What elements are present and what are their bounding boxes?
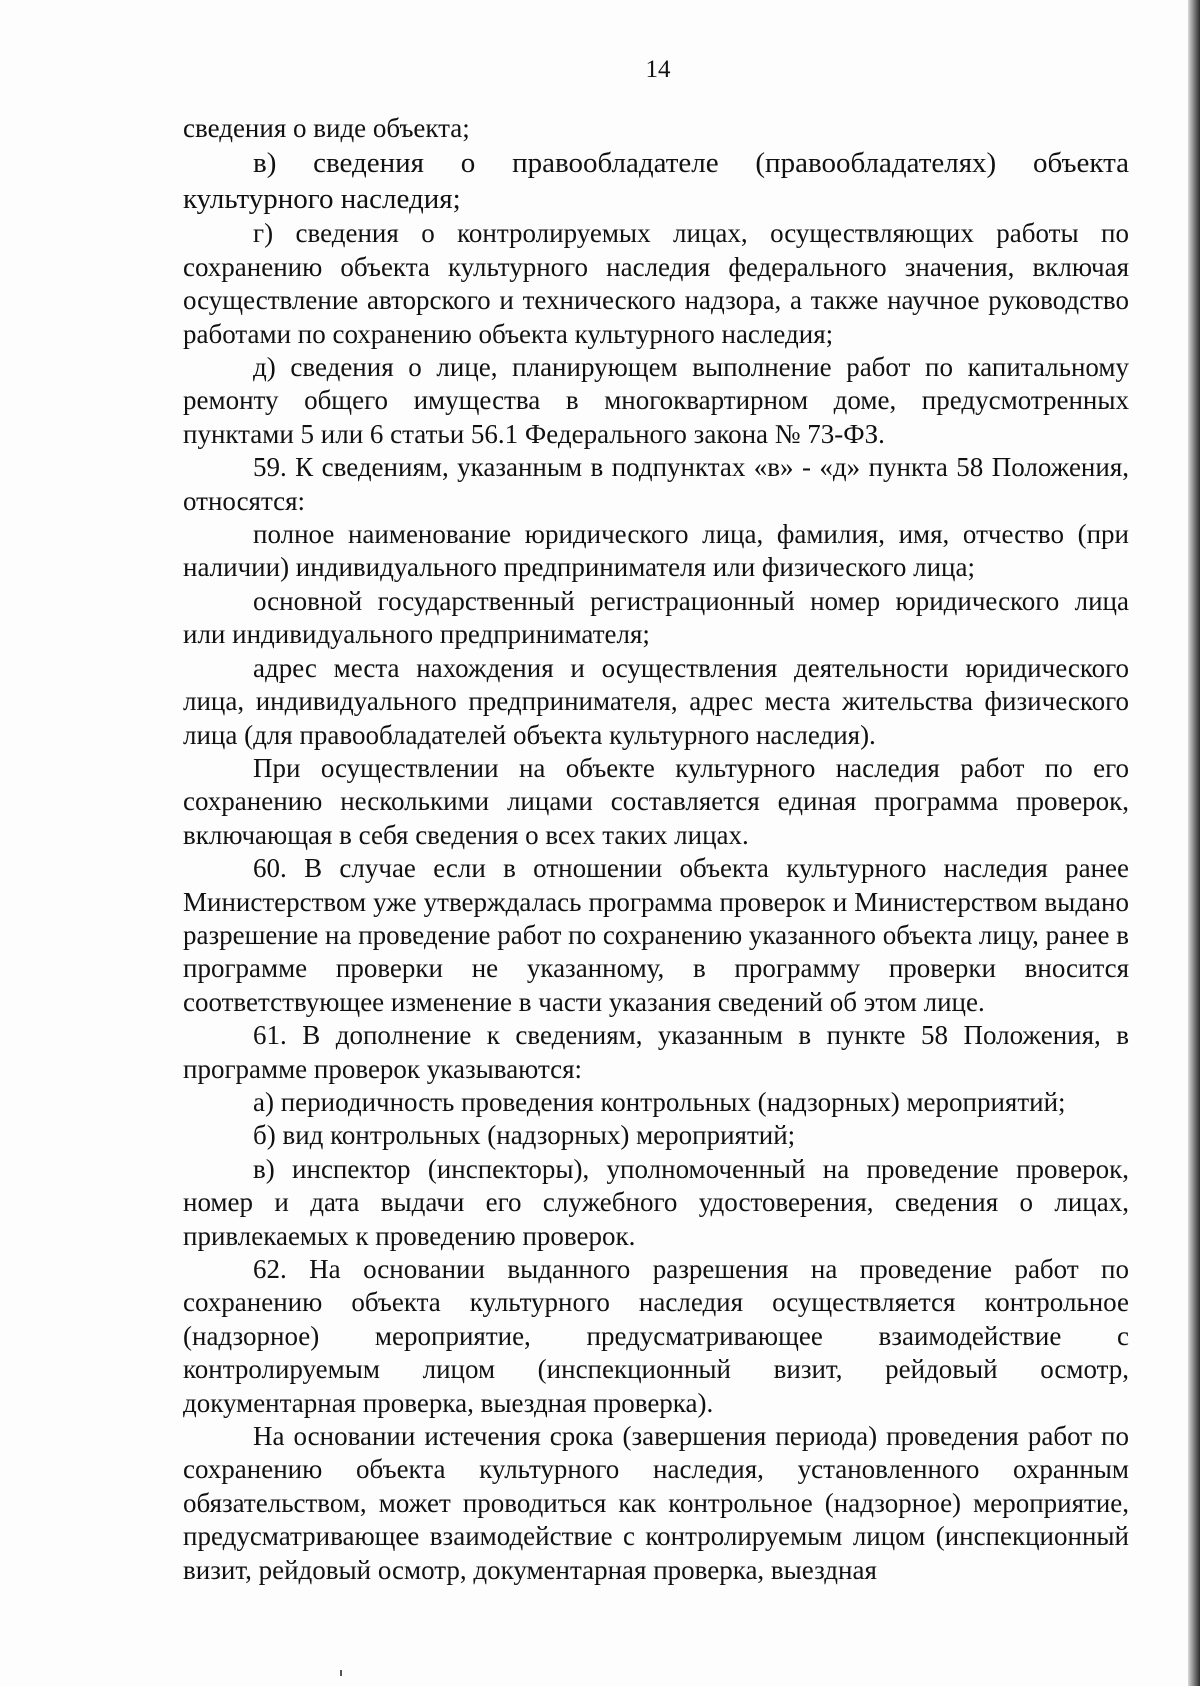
paragraph: в) инспектор (инспекторы), уполномоченный на проведение проверок, номер и дата выдачи его служебного удостоверения, сведения о лицах, привлекаемых к проведению проверок. [183, 1153, 1129, 1251]
page-number: 14 [645, 56, 671, 83]
paragraph: 60. В случае если в отношении объекта культурного наследия ранее Министерством уже утверждалась программа проверок и Министерством выдано разрешение на проведение работ по сохранению указанного объекта лицу, ранее в программе проверки не указанному, в программу проверки вносится соответствующее изменение в части указания сведений об этом лице. [183, 853, 1130, 1017]
paragraph: адрес места нахождения и осуществления деятельности юридического лица, индивидуального предпринимателя, адрес места жительства физического лица (для правообладателей объекта культурного наследия). [183, 652, 1129, 750]
paragraph: д) сведения о лице, планирующем выполнение работ по капитальному ремонту общего имущества в многоквартирном доме, предусмотренных пунктами 5 или 6 статьи 56.1 Федерального закона № 73-ФЗ. [183, 352, 1129, 449]
paragraph: На основании истечения срока (завершения периода) проведения работ по сохранению объекта культурного наследия, установленного охранным обязательством, может проводиться как контрольное (надзорное) мероприятие, предусматривающее взаимодействие с контролируемым лицом (инспекционный визит, рейдовый осмотр, документарная проверка, выездная [183, 1421, 1129, 1585]
paragraph: г) сведения о контролируемых лицах, осуществляющих работы по сохранению объекта культурного наследия федерального значения, включая осуществление авторского и технического надзора, а также научное руководство работами по сохранению объекта культурного наследия; [183, 218, 1129, 349]
paragraph: а) периодичность проведения контрольных (надзорных) мероприятий; [253, 1086, 1066, 1117]
paragraph: 59. К сведениям, указанным в подпунктах «в» - «д» пункта 58 Положения, относятся: [183, 452, 1129, 516]
paragraph: сведения о виде объекта; [183, 113, 470, 143]
paragraph: 62. На основании выданного разрешения на проведение работ по сохранению объекта культурного наследия осуществляется контрольное (надзорное) мероприятие, предусматривающее взаимодействие с контролируемым лицом (инспекционный визит, рейдовый осмотр, документарная проверка, выездная проверка). [183, 1254, 1129, 1418]
paragraph: полное наименование юридического лица, фамилия, имя, отчество (при наличии) индивидуального предпринимателя или физического лица; [183, 519, 1129, 583]
document-body [183, 112, 1129, 1587]
paragraph: 61. В дополнение к сведениям, указанным в пункте 58 Положения, в программе проверок указываются: [183, 1020, 1129, 1084]
paragraph: основной государственный регистрационный номер юридического лица или индивидуального предпринимателя; [183, 585, 1129, 650]
paragraph: При осуществлении на объекте культурного наследия работ по его сохранению несколькими лицами составляется единая программа проверок, включающая в себя сведения о всех таких лицах. [183, 752, 1129, 850]
paragraph: в) сведения о правообладателе (правообладателях) объекта культурного наследия; [183, 147, 1129, 216]
paragraph: б) вид контрольных (надзорных) мероприятий; [253, 1120, 796, 1151]
scan-speck [340, 1670, 342, 1676]
scan-edge-shadow [1188, 0, 1200, 1686]
